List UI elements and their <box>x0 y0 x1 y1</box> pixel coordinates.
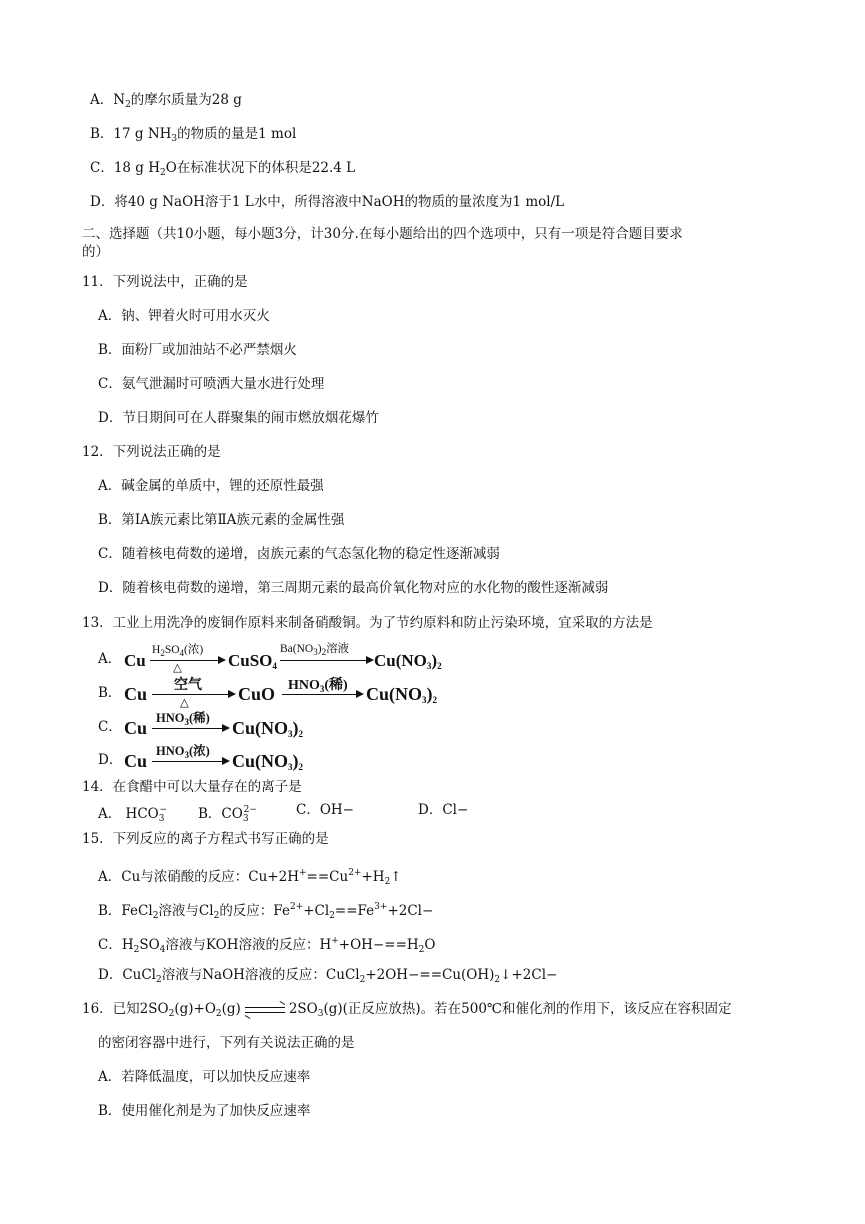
q13-label-d: D． <box>98 752 123 768</box>
reactant: Cu <box>124 751 148 771</box>
q16-option-b: B．使用催化剂是为了加快反应速率 <box>98 1103 311 1119</box>
q15-option-b: B．FeCl$_2$溶液与$Cl_2$的反应：$Fe^{2+}+Cl_2==Fe^{3+}+2Cl-$ <box>98 902 434 921</box>
condition: $HNO_3$(浓) <box>156 744 210 760</box>
q10-option-a: A．$N_2$的摩尔质量为28 g <box>90 92 242 110</box>
q13-stem: 13．工业上用洗净的废铜作原料来制备硝酸铜。为了节约原料和防止污染环境，宜采取的方法是 <box>82 615 653 631</box>
q14-option-a: A． $HCO_3^-$ <box>98 805 167 824</box>
q14-option-b: B．$CO_3^{2-}$ <box>198 805 257 824</box>
q15-option-d: D．CuCl$_2$溶液与NaOH溶液的反应：$CuCl_2+2OH-==Cu(OH)_2↓+2Cl-$ <box>98 967 558 985</box>
condition: $H_2SO_4$(浓) <box>152 644 204 658</box>
q15-option-a: A．Cu与浓硝酸的反应：$Cu+2H^+==Cu^{2+}+H_2↑$ <box>98 868 402 887</box>
q13-route-d <box>124 741 324 773</box>
condition: $Ba(NO_3)_2$溶液 <box>280 643 350 657</box>
q13-label-a: A． <box>98 651 122 667</box>
intermediate: CuSO$_4$ <box>228 651 277 671</box>
q11-stem: 11．下列说法中，正确的是 <box>82 274 248 290</box>
q14-option-d: D．Cl− <box>418 802 469 818</box>
q11-option-b: B．面粉厂或加油站不必严禁烟火 <box>98 342 297 358</box>
q12-option-d: D．随着核电荷数的递增，第三周期元素的最高价氧化物对应的水化物的酸性逐渐减弱 <box>98 580 609 596</box>
arrow <box>280 660 372 661</box>
reactant: Cu <box>124 651 146 670</box>
section-heading: 二、选择题（共10小题，每小题3分，计30分.在每小题给出的四个选项中，只有一项是符合题目要求 <box>82 226 683 242</box>
intermediate: CuO <box>238 684 276 704</box>
q10-option-d: D．将40 g NaOH溶于1 L水中，所得溶液中NaOH的物质的量浓度为1 mol/L <box>90 194 565 210</box>
arrow <box>152 761 228 762</box>
q16-stem-cont: 的密闭容器中进行，下列有关说法正确的是 <box>98 1035 355 1051</box>
q12-option-a: A．碱金属的单质中，锂的还原性最强 <box>98 478 324 494</box>
heat-symbol: △ <box>180 697 189 709</box>
condition: $HNO_3$(稀) <box>156 711 210 727</box>
q13-label-b: B． <box>98 685 122 701</box>
condition: $HNO_3$(稀) <box>288 678 348 694</box>
arrow <box>152 694 234 695</box>
product: $Cu(NO_3)_2$ <box>232 718 304 739</box>
q12-option-c: C．随着核电荷数的递增，卤族元素的气态氢化物的稳定性逐渐减弱 <box>98 546 500 562</box>
reactant: Cu <box>124 718 148 738</box>
q11-option-a: A．钠、钾着火时可用水灭火 <box>98 308 270 324</box>
product: $Cu(NO_3)_2$ <box>366 684 438 705</box>
q16-stem: 16．已知$2SO_2(g)+O_2(g)$ $2SO_3(g)$(正反应放热)。若在500℃和催化剂的作用下，该反应在容积固定 <box>82 1001 732 1019</box>
section-heading-cont: 的） <box>82 244 109 260</box>
arrow <box>282 694 362 695</box>
q12-stem: 12．下列说法正确的是 <box>82 444 221 460</box>
q10-option-b: B．17 g $NH_3$的物质的量是1 mol <box>90 126 297 144</box>
q14-stem: 14．在食醋中可以大量存在的离子是 <box>82 779 302 795</box>
q12-option-b: B．第ⅠA族元素比第ⅡA族元素的金属性强 <box>98 512 345 528</box>
condition: 空气 <box>174 678 202 693</box>
product: $Cu(NO_3)_2$ <box>232 751 304 772</box>
q16-option-a: A．若降低温度，可以加快反应速率 <box>98 1069 311 1085</box>
q13-label-c: C． <box>98 719 122 735</box>
reactant: Cu <box>124 684 148 704</box>
heat-symbol: △ <box>173 662 182 674</box>
q13-route-a <box>124 643 454 673</box>
q13-route-c <box>124 708 324 740</box>
q10-option-c: C．18 g $H_2O$在标准状况下的体积是22.4 L <box>90 160 356 178</box>
arrow <box>152 728 228 729</box>
q14-option-c: C．OH− <box>296 802 354 818</box>
q11-option-d: D．节日期间可在人群聚集的闹市燃放烟花爆竹 <box>98 410 379 426</box>
q11-option-c: C．氨气泄漏时可喷洒大量水进行处理 <box>98 376 325 392</box>
arrow <box>150 660 224 661</box>
equilibrium-arrow-icon <box>245 1004 285 1016</box>
q13-route-b <box>124 674 454 708</box>
q15-option-c: C．$H_2SO_4$溶液与KOH溶液的反应：$H^++OH-==H_2O$ <box>98 936 436 955</box>
q15-stem: 15．下列反应的离子方程式书写正确的是 <box>82 831 329 847</box>
product: $Cu(NO_3)_2$ <box>374 651 442 671</box>
